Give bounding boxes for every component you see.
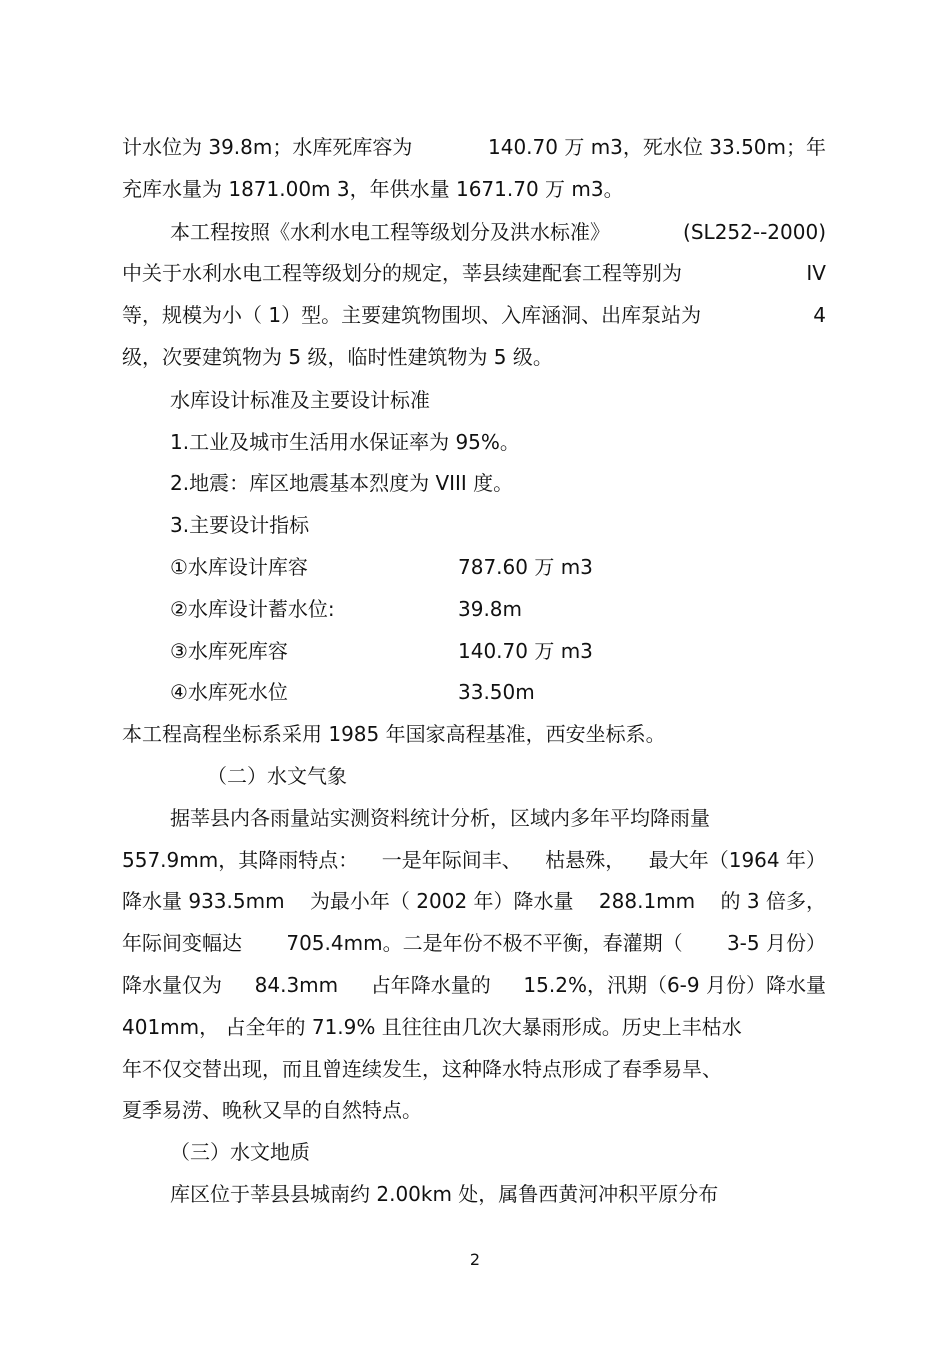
text-line: 夏季易涝、晚秋又旱的自然特点。 [122, 1098, 422, 1122]
text-line: 本工程按照《水利水电工程等级划分及洪水标准》 (SL252--2000) [170, 220, 826, 244]
section-heading: （二）水文气象 [207, 764, 347, 788]
text-line: 年不仅交替出现，而且曾连续发生，这种降水特点形成了春季易旱、 [122, 1057, 722, 1081]
indicator-label: ③水库死库容 [170, 639, 288, 663]
text-line: 中关于水利水电工程等级划分的规定，莘县续建配套工程等别为 IV [122, 261, 826, 285]
list-item: 3.主要设计指标 [170, 513, 310, 537]
indicator-value: 33.50m [458, 680, 535, 704]
text-line: 本工程高程坐标系采用 1985 年国家高程基准，西安坐标系。 [122, 722, 666, 746]
text-line: 计水位为 39.8m；水库死库容为 140.70 万 m3，死水位 33.50m；年 [122, 135, 826, 159]
indicator-value: 39.8m [458, 597, 523, 621]
list-item: 2.地震：库区地震基本烈度为 VIII 度。 [170, 471, 514, 495]
indicator-label: ①水库设计库容 [170, 555, 308, 579]
text-line: 据莘县内各雨量站实测资料统计分析，区域内多年平均降雨量 [170, 806, 710, 830]
indicator-value: 140.70 万 m3 [458, 639, 593, 663]
section-heading: 水库设计标准及主要设计标准 [170, 388, 430, 412]
text-line: 充库水量为 1871.00m 3，年供水量 1671.70 万 m3。 [122, 177, 624, 201]
text-line: 年际间变幅达 705.4mm。二是年份不极不平衡，春灌期（ 3-5 月份） [122, 931, 826, 955]
indicator-label: ④水库死水位 [170, 680, 288, 704]
indicator-value: 787.60 万 m3 [458, 555, 593, 579]
text-line: 557.9mm，其降雨特点： 一是年际间丰、 枯悬殊， 最大年（1964 年） [122, 848, 826, 872]
indicator-label: ②水库设计蓄水位: [170, 597, 335, 621]
list-item: 1.工业及城市生活用水保证率为 95%。 [170, 430, 520, 454]
text-line: 401mm， 占全年的 71.9% 且往往由几次大暴雨形成。历史上丰枯水 [122, 1015, 742, 1039]
text-line: 降水量仅为 84.3mm 占年降水量的 15.2%，汛期（6-9 月份）降水量 [122, 973, 826, 997]
section-heading: （三）水文地质 [170, 1140, 310, 1164]
text-line: 库区位于莘县县城南约 2.00km 处，属鲁西黄河冲积平原分布 [170, 1182, 719, 1206]
text-line: 降水量 933.5mm 为最小年（ 2002 年）降水量 288.1mm 的 3 倍多， [122, 889, 826, 913]
page-number: 2 [469, 1250, 481, 1269]
text-line: 等，规模为小（ 1）型。主要建筑物围坝、入库涵洞、出库泵站为 4 [122, 303, 826, 327]
text-line: 级，次要建筑物为 5 级，临时性建筑物为 5 级。 [122, 345, 553, 369]
